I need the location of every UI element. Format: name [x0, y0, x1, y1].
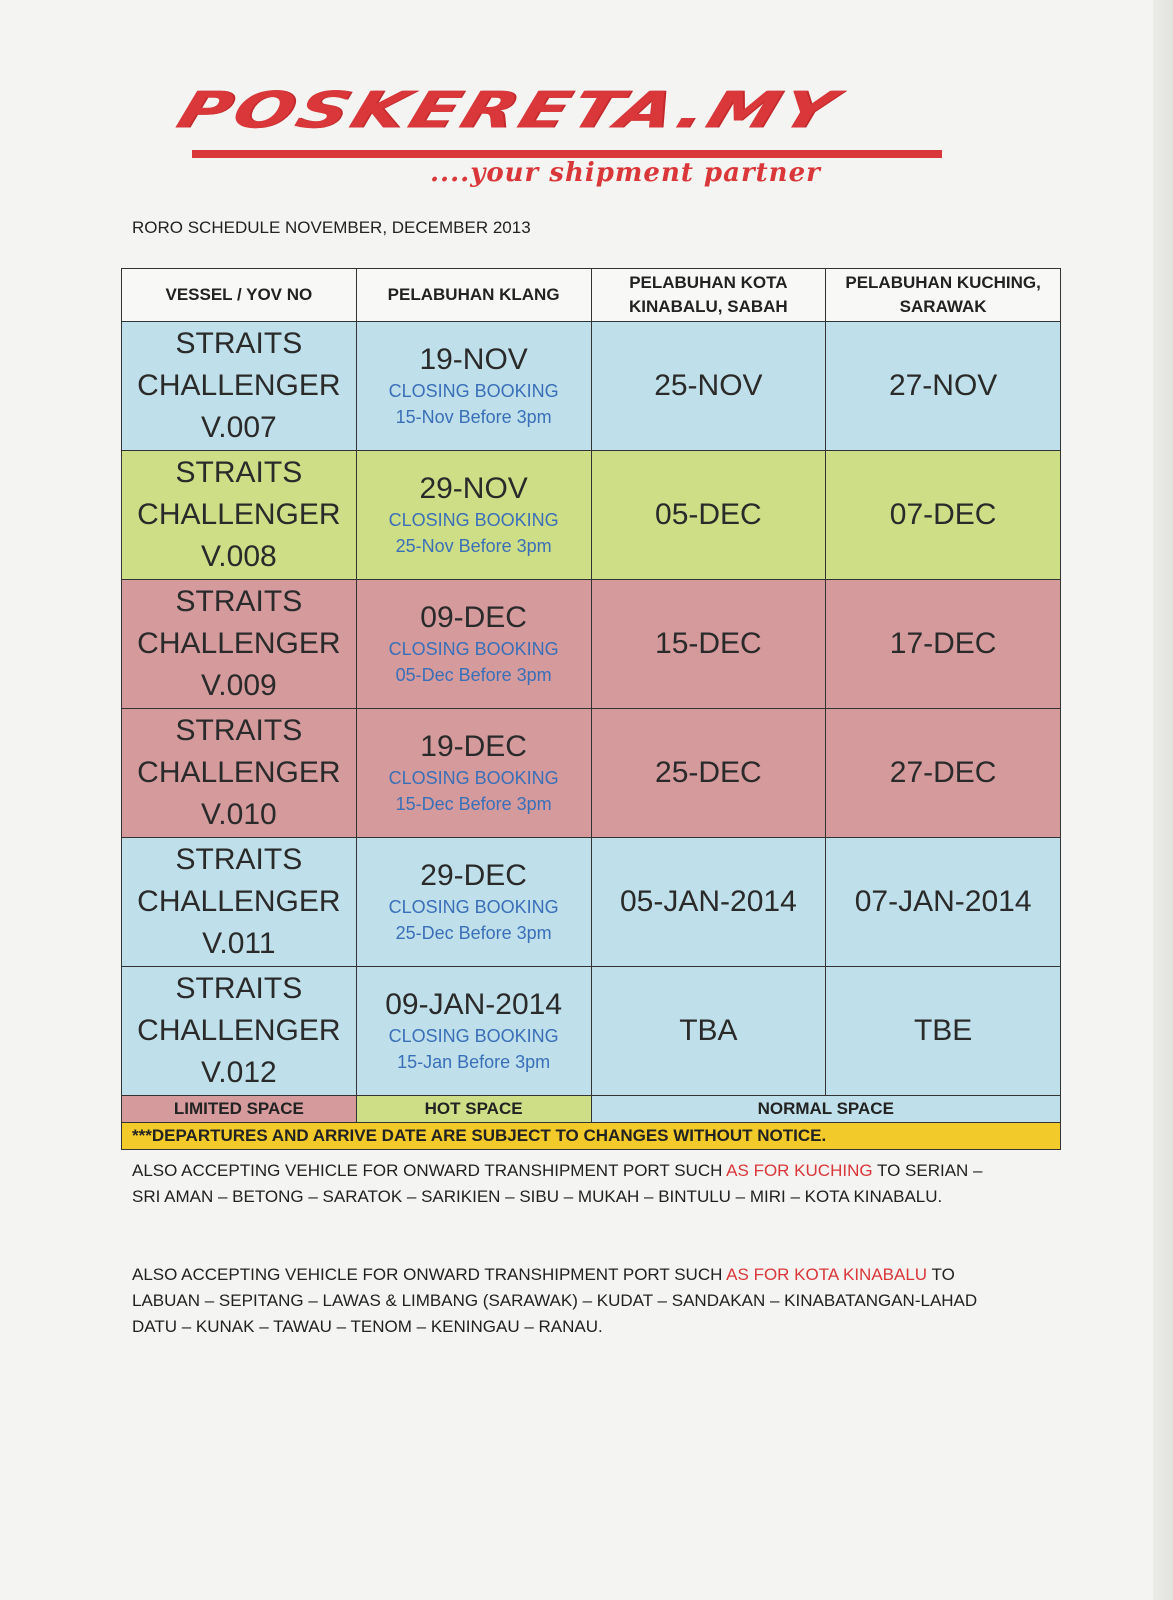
- closing-booking-time: 15-Dec Before 3pm: [395, 794, 552, 814]
- kuching-date: 27-DEC: [826, 709, 1061, 838]
- vessel-cell: [122, 580, 357, 709]
- klang-departure-date: 19-NOV: [419, 343, 528, 376]
- logo-tagline: ....your shipment partner: [430, 158, 821, 188]
- klang-departure-date: 19-DEC: [420, 730, 527, 763]
- vessel-name-line1: STRAITS: [175, 714, 303, 747]
- voyage-number: V.010: [201, 798, 277, 831]
- poskereta-logo: [169, 78, 960, 198]
- page-edge: [1153, 0, 1173, 1600]
- closing-booking-time: 05-Dec Before 3pm: [395, 665, 552, 685]
- table-row: [122, 322, 1061, 451]
- vessel-name-line1: STRAITS: [175, 843, 303, 876]
- table-row: [122, 709, 1061, 838]
- voyage-number: V.007: [201, 411, 277, 444]
- closing-booking-time: 15-Jan Before 3pm: [397, 1052, 551, 1072]
- voyage-number: V.011: [202, 927, 276, 960]
- paragraph1-highlight: AS FOR KUCHING: [726, 1161, 873, 1180]
- header-kota-kinabalu: PELABUHAN KOTA KINABALU, SABAH: [591, 269, 826, 322]
- kuching-date: 07-DEC: [826, 451, 1061, 580]
- vessel-cell: [122, 967, 357, 1096]
- legend-normal: NORMAL SPACE: [591, 1096, 1061, 1123]
- klang-cell: [356, 580, 591, 709]
- klang-departure-date: 29-DEC: [420, 859, 527, 892]
- header-kuching: PELABUHAN KUCHING, SARAWAK: [826, 269, 1061, 322]
- paragraph2-after: TO LABUAN – SEPITANG – LAWAS & LIMBANG (SARAWAK) – KUDAT – SANDAKAN – KINABATANGAN-LAHAD DATU – KUNAK – TAWAU – TENOM – KENINGAU – RANAU.: [132, 1265, 978, 1336]
- vessel-name-line1: STRAITS: [175, 972, 303, 1005]
- kota-kinabalu-date: 15-DEC: [591, 580, 826, 709]
- klang-cell: [356, 838, 591, 967]
- kuching-date: 17-DEC: [826, 580, 1061, 709]
- klang-departure-date: 09-JAN-2014: [385, 988, 562, 1021]
- closing-booking-label: CLOSING BOOKING: [388, 768, 559, 788]
- vessel-name-line2: CHALLENGER: [137, 885, 341, 918]
- closing-booking-time: 25-Nov Before 3pm: [395, 536, 552, 556]
- table-row: [122, 451, 1061, 580]
- header-klang: PELABUHAN KLANG: [356, 269, 591, 322]
- klang-departure-date: 09-DEC: [420, 601, 527, 634]
- closing-booking-label: CLOSING BOOKING: [388, 1026, 559, 1046]
- closing-booking-label: CLOSING BOOKING: [388, 510, 559, 530]
- paragraph2-highlight-b: FOR KOTA KINABALU: [753, 1265, 928, 1284]
- vessel-name-line2: CHALLENGER: [137, 369, 341, 402]
- table-row: [122, 838, 1061, 967]
- closing-booking-label: CLOSING BOOKING: [388, 639, 559, 659]
- paragraph1-before: ALSO ACCEPTING VEHICLE FOR ONWARD TRANSHIPMENT PORT SUCH: [132, 1161, 727, 1180]
- voyage-number: V.012: [201, 1056, 277, 1089]
- schedule-notice: ***DEPARTURES AND ARRIVE DATE ARE SUBJECT TO CHANGES WITHOUT NOTICE.: [122, 1123, 1061, 1150]
- klang-cell: [356, 967, 591, 1096]
- kota-kinabalu-date: 05-JAN-2014: [591, 838, 826, 967]
- logo-underline: [192, 150, 942, 158]
- roro-schedule-table: [121, 268, 1061, 1150]
- kuching-transhipment-paragraph: [132, 1158, 1012, 1210]
- klang-departure-date: 29-NOV: [419, 472, 528, 505]
- header-vessel: VESSEL / YOV NO: [122, 269, 357, 322]
- table-header-row: [122, 269, 1061, 322]
- legend-limited: LIMITED SPACE: [122, 1096, 357, 1123]
- vessel-name-line1: STRAITS: [175, 327, 303, 360]
- vessel-cell: [122, 709, 357, 838]
- kota-kinabalu-transhipment-paragraph: [132, 1262, 1012, 1340]
- paragraph2-highlight-a: AS: [726, 1265, 754, 1284]
- kota-kinabalu-date: 25-DEC: [591, 709, 826, 838]
- vessel-cell: [122, 838, 357, 967]
- kuching-date: 27-NOV: [826, 322, 1061, 451]
- paragraph2-before: ALSO ACCEPTING VEHICLE FOR ONWARD TRANSHIPMENT PORT SUCH: [132, 1265, 727, 1284]
- legend-hot: HOT SPACE: [356, 1096, 591, 1123]
- kota-kinabalu-date: 25-NOV: [591, 322, 826, 451]
- vessel-name-line2: CHALLENGER: [137, 498, 341, 531]
- closing-booking-time: 25-Dec Before 3pm: [395, 923, 552, 943]
- voyage-number: V.009: [201, 669, 277, 702]
- klang-cell: [356, 451, 591, 580]
- closing-booking-time: 15-Nov Before 3pm: [395, 407, 552, 427]
- vessel-name-line2: CHALLENGER: [137, 756, 341, 789]
- paragraph1-after: TO SERIAN – SRI AMAN – BETONG – SARATOK – SARIKIEN – SIBU – MUKAH – BINTULU – MIRI – KOTA KINABALU.: [132, 1161, 983, 1206]
- logo-brand: POSKERETA.MY: [169, 80, 847, 140]
- table-row: [122, 967, 1061, 1096]
- kota-kinabalu-date: TBA: [591, 967, 826, 1096]
- table-row: [122, 580, 1061, 709]
- klang-cell: [356, 709, 591, 838]
- notice-row: [122, 1123, 1061, 1150]
- schedule-title: RORO SCHEDULE NOVEMBER, DECEMBER 2013: [132, 218, 531, 237]
- closing-booking-label: CLOSING BOOKING: [388, 897, 559, 917]
- vessel-name-line1: STRAITS: [175, 585, 303, 618]
- voyage-number: V.008: [201, 540, 277, 573]
- vessel-cell: [122, 322, 357, 451]
- closing-booking-label: CLOSING BOOKING: [388, 381, 559, 401]
- vessel-name-line2: CHALLENGER: [137, 1014, 341, 1047]
- vessel-cell: [122, 451, 357, 580]
- vessel-name-line1: STRAITS: [175, 456, 303, 489]
- kuching-date: TBE: [826, 967, 1061, 1096]
- klang-cell: [356, 322, 591, 451]
- legend-row: [122, 1096, 1061, 1123]
- kota-kinabalu-date: 05-DEC: [591, 451, 826, 580]
- kuching-date: 07-JAN-2014: [826, 838, 1061, 967]
- vessel-name-line2: CHALLENGER: [137, 627, 341, 660]
